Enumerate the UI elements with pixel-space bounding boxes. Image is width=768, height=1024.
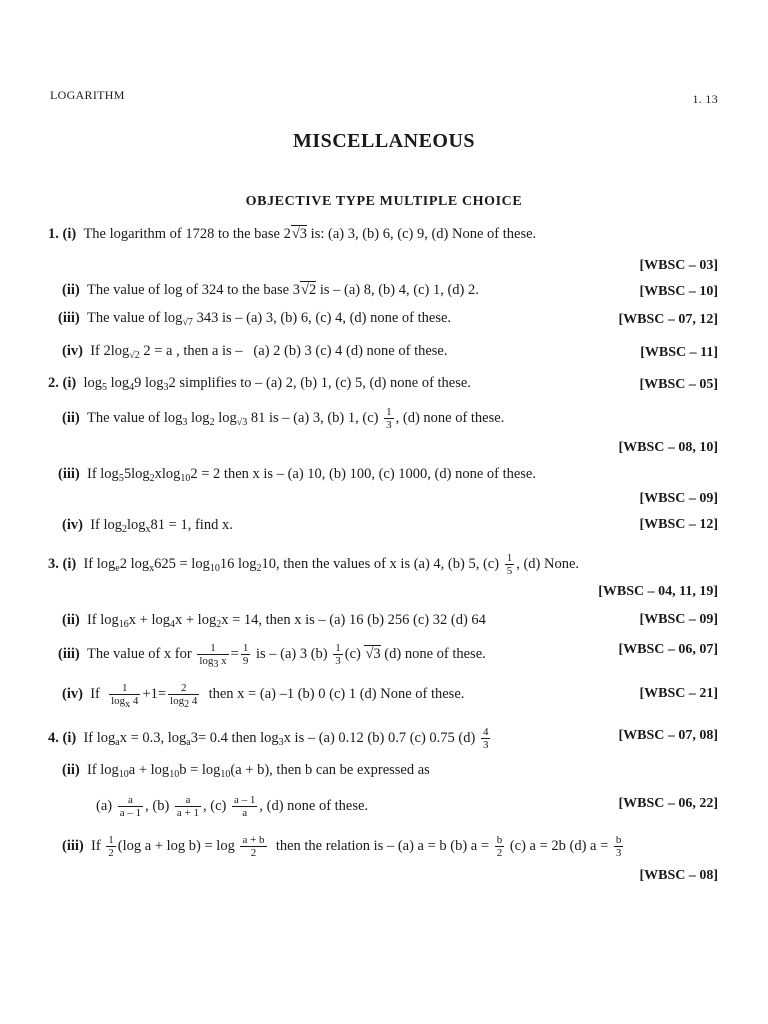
citation-tag: [WBSC – 06, 07] bbox=[618, 642, 718, 657]
citation-tag: [WBSC – 09] bbox=[639, 612, 718, 627]
question-1-iii: (iii) The value of $\log_{√7} 343$ is – (a) 3, (b) 6, (c) 4, (d) none of these. bbox=[58, 310, 452, 328]
citation-tag: [WBSC – 10] bbox=[639, 284, 718, 299]
question-3-iii: (iii) The value of x for $\frac{1}{\log_3 x}$ = $\frac{1}{9}$ is – (a) 3 (b) $\frac{1}{3}$ (c) √3 (d) none of these. bbox=[58, 642, 486, 671]
question-4-iii: (iii) If $\frac{1}{2}$ (log a + log b) = log $\frac{a + b}{2}$ then the relation is – (a) a = b (b) a = $\frac{b}{2}$ (c) a = 2b (d) a = $\frac{b}{3}$ bbox=[62, 834, 622, 860]
page-title: MISCELLANEOUS bbox=[292, 130, 476, 152]
question-3-ii: (ii) If $\log_{16}x + \log_4x + \log_2x = 14$, then x is – (a) 16 (b) 256 (c) 32 (d) 64 bbox=[62, 612, 486, 630]
citation-tag: [WBSC – 03] bbox=[639, 258, 718, 273]
question-4-ii-options: (a) $\frac{a}{a - 1}$ , (b) $\frac{a}{a + 1}$ , (c) $\frac{a - 1}{a}$ , (d) none of these. bbox=[96, 794, 369, 820]
citation-tag: [WBSC – 11] bbox=[640, 345, 718, 360]
section-subtitle: OBJECTIVE TYPE MULTIPLE CHOICE bbox=[245, 194, 523, 209]
citation-tag: [WBSC – 06, 22] bbox=[618, 796, 718, 811]
citation-tag: [WBSC – 07, 08] bbox=[618, 728, 718, 743]
question-1-i: 1. (i) The logarithm of 1728 to the base 2√3 is: (a) 3, (b) 6, (c) 9, (d) None of these. bbox=[48, 226, 537, 242]
citation-tag: [WBSC – 12] bbox=[639, 517, 718, 532]
question-4-ii: (ii) If $\log_{10}a + \log_{10}b = \log_{10}(a + b)$, then b can be expressed as bbox=[62, 762, 430, 780]
question-number: 1. bbox=[48, 226, 59, 242]
citation-tag: [WBSC – 08] bbox=[639, 868, 718, 883]
question-2-ii: (ii) The value of $\log_3 \log_2 \log_{√3} 81$ is – (a) 3, (b) 1, (c) $\frac{1}{3}$ , (d) none of these. bbox=[62, 406, 505, 432]
citation-tag: [WBSC – 05] bbox=[639, 377, 718, 392]
citation-tag: [WBSC – 08, 10] bbox=[618, 440, 718, 455]
citation-tag: [WBSC – 04, 11, 19] bbox=[598, 584, 718, 599]
running-header-left: LOGARITHM bbox=[50, 88, 125, 102]
citation-tag: [WBSC – 07, 12] bbox=[618, 312, 718, 327]
question-2-iv: (iv) If $\log_2\log_x81 = 1$, find x. bbox=[62, 517, 233, 535]
question-4-i: 4. (i) If $\log_ax = 0.3$, $\log_a3= 0.4$ then $\log_3x$ is – (a) 0.12 (b) 0.7 (c) 0.75 (d) $\frac{4}{3}$ bbox=[48, 726, 489, 752]
page-number: 1. 13 bbox=[692, 92, 718, 106]
question-2-i: 2. (i) $\log_5 \log_49$ $\log_32$ simplifies to – (a) 2, (b) 1, (c) 5, (d) none of these. bbox=[48, 375, 471, 393]
question-1-iv: (iv) If $2\log_{√2}$ 2 = a , then a is – (a) 2 (b) 3 (c) 4 (d) none of these. bbox=[62, 343, 448, 361]
question-1-ii: (ii) The value of log of 324 to the base 3√2 is – (a) 8, (b) 4, (c) 1, (d) 2. bbox=[62, 282, 479, 298]
sub-question-label: (i) bbox=[62, 226, 77, 242]
question-3-iv: (iv) If $\frac{1}{\log_x 4}$ +1= $\frac{2}{\log_2 4}$ then x = (a) –1 (b) 0 (c) 1 (d) None of these. bbox=[62, 682, 465, 711]
citation-tag: [WBSC – 09] bbox=[639, 491, 718, 506]
question-3-i: 3. (i) If $\log_e2$ $\log_x625 = \log_{10}16$ $\log_210$, then the values of x is (a) 4, (b) 5, (c) $\frac{1}{5}$ , (d) None. bbox=[48, 552, 580, 578]
question-2-iii: (iii) If $\log_55\log_2xlog_{10}2 = 2$ then x is – (a) 10, (b) 100, (c) 1000, (d) none of these. bbox=[58, 466, 536, 484]
citation-tag: [WBSC – 21] bbox=[639, 686, 718, 701]
